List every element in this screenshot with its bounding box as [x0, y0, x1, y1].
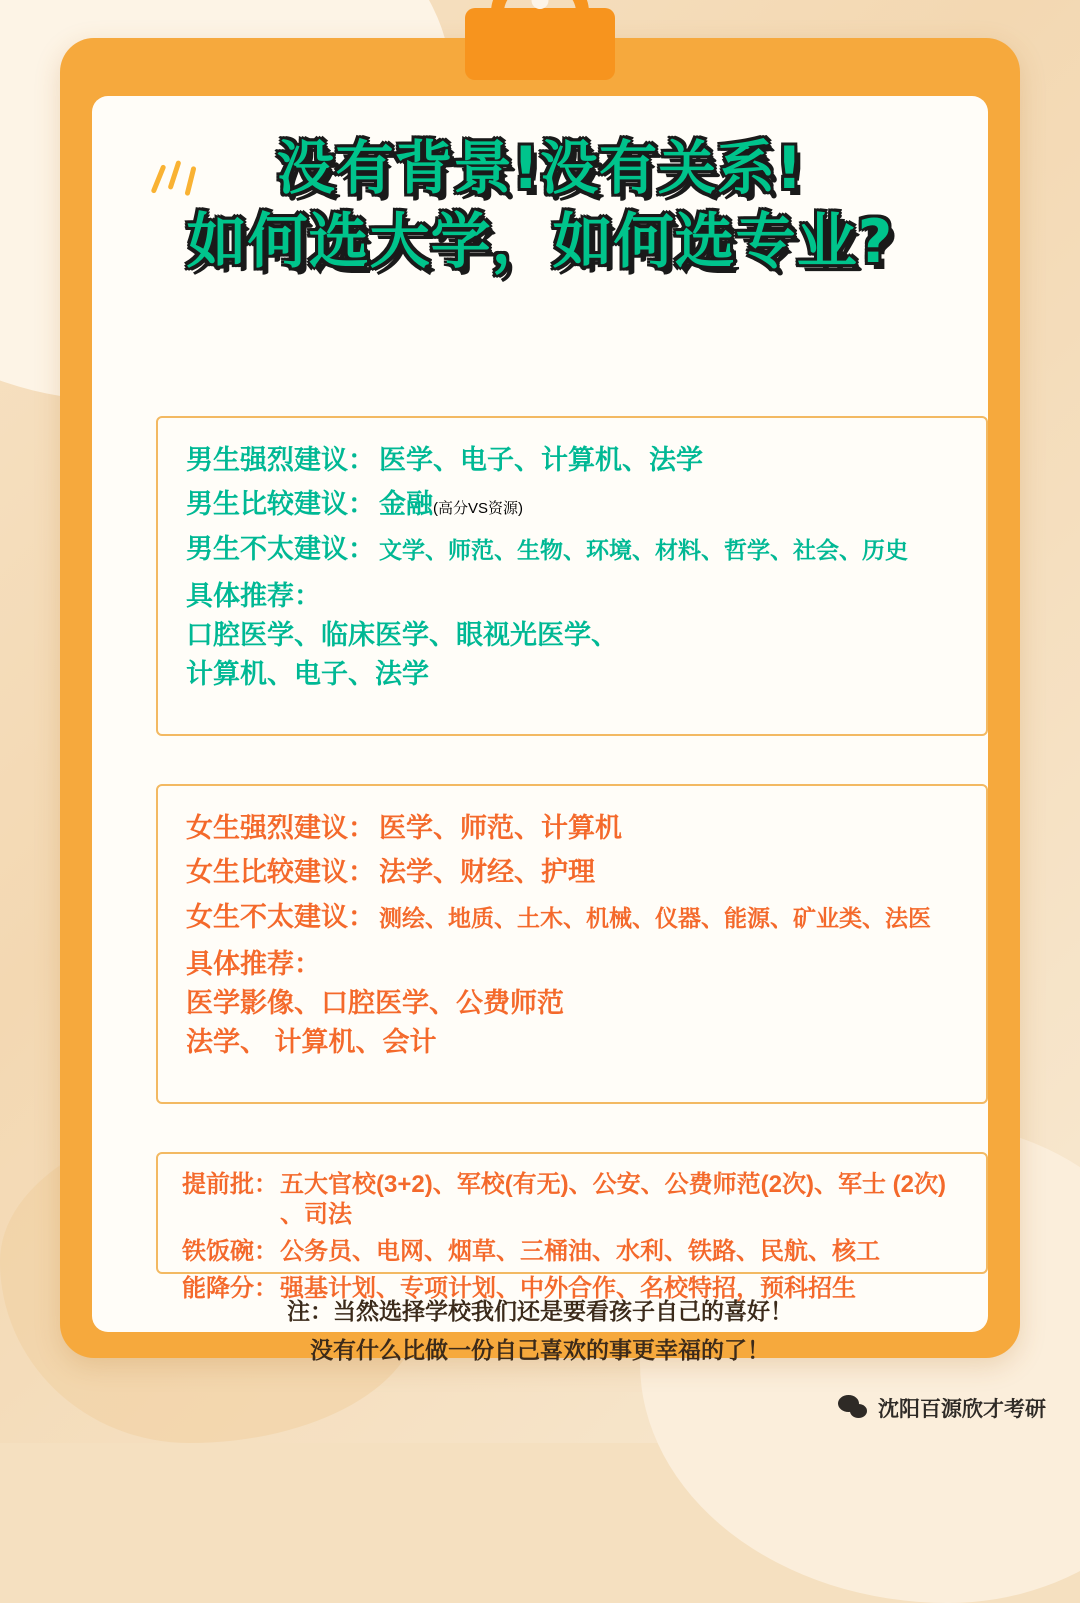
brand-watermark	[838, 1393, 1046, 1423]
girls-row-weak	[186, 901, 958, 933]
girls-detail-line-2: 法学、 计算机、会计	[186, 1027, 437, 1058]
girls-medium-value: 法学、财经、护理	[379, 857, 595, 888]
extra-row-iron-bowl	[182, 1237, 962, 1267]
boys-strong-value: 医学、电子、计算机、法学	[379, 445, 703, 475]
score-reduction-label: 能降分：	[182, 1275, 278, 1302]
boys-medium-label: 男生比较建议：	[186, 489, 375, 520]
girls-strong-label: 女生强烈建议：	[186, 813, 375, 843]
brand-name: 沈阳百源欣才考研	[878, 1398, 1046, 1421]
boys-detail-line-1: 口腔医学、临床医学、眼视光医学、	[186, 620, 618, 651]
footer-note-line-1: 注：当然选择学校我们还是要看孩子自己的喜好！	[287, 1298, 793, 1324]
boys-weak-label: 男生不太建议：	[186, 533, 375, 564]
early-batch-label: 提前批：	[182, 1171, 278, 1198]
girls-detail-line-1: 医学影像、口腔医学、公费师范	[186, 988, 564, 1019]
extra-row-early-batch	[182, 1170, 962, 1230]
girls-strong-value: 医学、师范、计算机	[379, 813, 622, 843]
boys-row-weak	[186, 533, 958, 565]
wechat-icon	[838, 1395, 868, 1421]
girls-detail-label: 具体推荐：	[186, 949, 321, 980]
footer-note	[92, 1292, 988, 1370]
girls-medium-label: 女生比较建议：	[186, 857, 375, 888]
footer-note-line-2: 没有什么比做一份自己喜欢的事更幸福的了！	[310, 1337, 770, 1364]
girls-recommendation-card	[156, 784, 988, 1104]
boys-weak-value: 文学、师范、生物、环境、材料、哲学、社会、历史	[379, 536, 908, 563]
title-line-1: 没有背景!没有关系!	[276, 134, 804, 202]
boys-row-medium	[186, 488, 958, 520]
iron-bowl-label: 铁饭碗：	[182, 1238, 278, 1265]
girls-row-strong	[186, 812, 958, 844]
boys-row-strong	[186, 444, 958, 476]
girls-weak-label: 女生不太建议：	[186, 901, 375, 932]
boys-recommendation-card	[156, 416, 988, 736]
early-batch-value: 五大官校(3+2)、军校(有无)、公安、公费师范(2次)、军士 (2次) 、司法	[280, 1171, 947, 1228]
boys-medium-value: 金融	[379, 489, 433, 520]
boys-strong-label: 男生强烈建议：	[186, 445, 375, 475]
boys-detail-label: 具体推荐：	[186, 581, 321, 612]
score-reduction-value: 强基计划、专项计划、中外合作、名校特招，预科招生	[280, 1275, 856, 1302]
iron-bowl-value: 公务员、电网、烟草、三桶油、水利、铁路、民航、核工	[280, 1238, 880, 1265]
extra-info-card	[156, 1152, 988, 1302]
clip-clamp-icon	[465, 8, 615, 80]
title-line-2: 如何选大学，如何选专业?	[186, 206, 894, 277]
girls-row-medium	[186, 856, 958, 888]
clipboard-board	[60, 38, 1020, 1364]
boys-detail-line-2: 计算机、电子、法学	[186, 659, 429, 690]
girls-weak-value: 测绘、地质、土木、机械、仪器、能源、矿业类、法医	[379, 904, 931, 931]
poster-title	[92, 132, 988, 280]
boys-medium-note: (高分VS资源)	[433, 500, 524, 518]
poster-paper	[92, 96, 988, 1364]
